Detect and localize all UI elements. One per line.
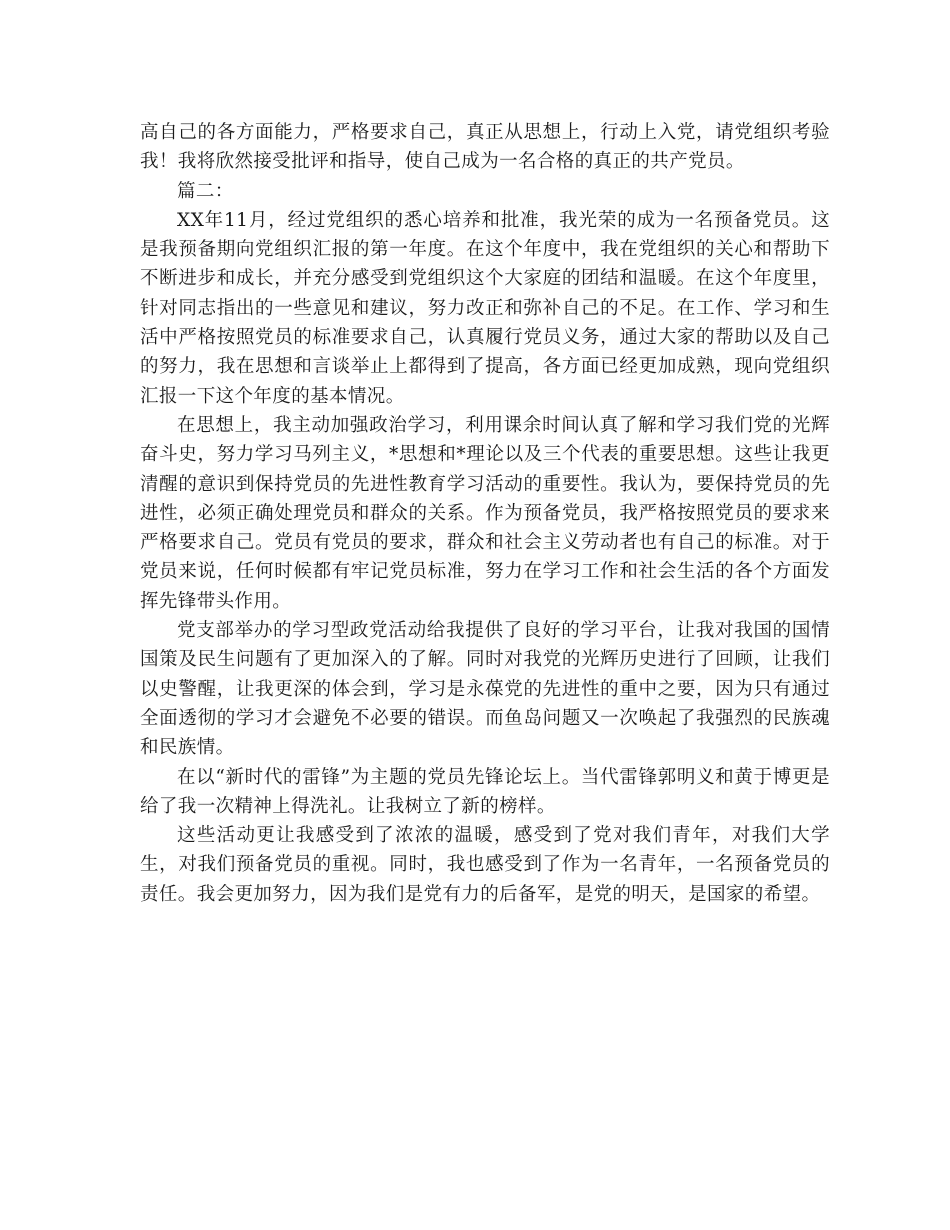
paragraph: XX年11月，经过党组织的悉心培养和批准，我光荣的成为一名预备党员。这是我预备期向党组织汇报的第一年度。在这个年度中，我在党组织的关心和帮助下不断进步和成长，并充分感受到党组织这个大家庭的团结和温暖。在这个年度里，针对同志指出的一些意见和建议，努力改正和弥补自己的不足。在工作、学习和生活中严格按照党员的标准要求自己，认真履行党员义务，通过大家的帮助以及自己的努力，我在思想和言谈举止上都得到了提高，各方面已经更加成熟，现向党组织汇报一下这个年度的基本情况。 [140, 209, 830, 407]
paragraph: 这些活动更让我感受到了浓浓的温暖，感受到了党对我们青年，对我们大学生，对我们预备党员的重视。同时，我也感受到了作为一名青年，一名预备党员的责任。我会更加努力，因为我们是党有力的后备军，是党的明天，是国家的希望。 [140, 825, 830, 905]
paragraph: 党支部举办的学习型政党活动给我提供了良好的学习平台，让我对我国的国情国策及民生问题有了更加深入的了解。同时对我党的光辉历史进行了回顾，让我们以史警醒，让我更深的体会到，学习是永葆党的先进性的重中之要，因为只有通过全面透彻的学习才会避免不必要的错误。而鱼岛问题又一次唤起了我强烈的民族魂和民族情。 [140, 620, 830, 759]
document-body [140, 118, 830, 909]
paragraph-continuation: 高自己的各方面能力，严格要求自己，真正从思想上，行动上入党，请党组织考验我！我将欣然接受批评和指导，使自己成为一名合格的真正的共产党员。 [140, 122, 830, 173]
paragraph: 在以“新时代的雷锋”为主题的党员先锋论坛上。当代雷锋郭明义和黄于博更是给了我一次精神上得洗礼。让我树立了新的榜样。 [140, 766, 830, 817]
paragraph: 在思想上，我主动加强政治学习，利用课余时间认真了解和学习我们党的光辉奋斗史，努力学习马列主义，*思想和*理论以及三个代表的重要思想。这些让我更清醒的意识到保持党员的先进性教育学习活动的重要性。我认为，要保持党员的先进性，必须正确处理党员和群众的关系。作为预备党员，我严格按照党员的要求来严格要求自己。党员有党员的要求，群众和社会主义劳动者也有自己的标准。对于党员来说，任何时候都有牢记党员标准，努力在学习工作和社会生活的各个方面发挥先锋带头作用。 [140, 414, 830, 612]
section-heading: 篇二： [177, 180, 234, 202]
